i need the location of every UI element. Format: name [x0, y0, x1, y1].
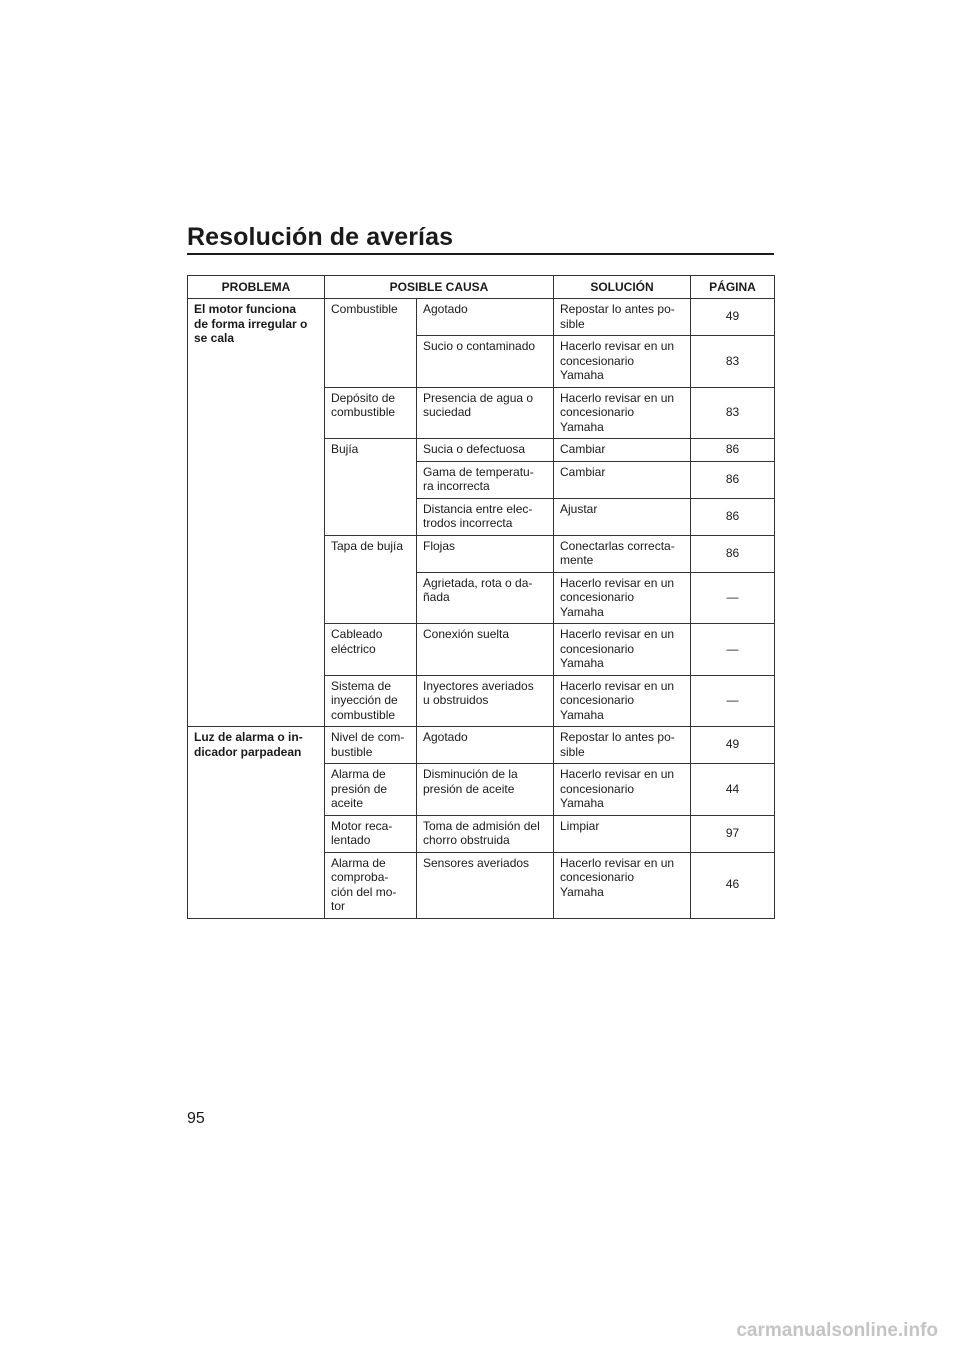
cause-component-cell: [325, 535, 417, 624]
cause-detail-cell: [417, 727, 554, 764]
header-possible-cause: POSIBLE CAUSA: [325, 276, 554, 299]
cause-detail-cell: [417, 461, 554, 498]
page-ref-cell: [691, 815, 775, 852]
troubleshooting-table: [187, 275, 775, 919]
table-header-row: [188, 276, 775, 299]
cause-component-cell: [325, 299, 417, 388]
cause-component-cell-text: Tapa de bujía: [331, 538, 404, 553]
table-body: [188, 299, 775, 919]
solution-cell-text: Cambiar: [560, 464, 606, 479]
page-ref-cell: [691, 535, 775, 572]
cause-detail-cell: [417, 675, 554, 727]
solution-cell-text: Hacerlo revisar en un concesionario Yamaha: [560, 767, 675, 810]
page-ref-cell-text: 86: [725, 442, 740, 456]
page-ref-cell: [691, 387, 775, 439]
cause-component-cell-text: Sistema de inyección de combustible: [331, 678, 398, 722]
page-ref-cell-text: —: [726, 641, 739, 656]
cause-detail-cell: [417, 439, 554, 462]
cause-detail-cell-text: Agotado: [423, 730, 468, 744]
cause-detail-cell: [417, 852, 554, 918]
page-ref-cell-text: —: [726, 590, 739, 604]
cause-detail-cell-text: Sensores averiados: [423, 855, 530, 870]
page-ref-cell: [691, 675, 775, 727]
problem-cell: [188, 299, 325, 727]
cause-component-cell: [325, 727, 417, 764]
cause-detail-cell: [417, 498, 554, 535]
cause-component-cell: [325, 439, 417, 536]
cause-component-cell: [325, 852, 417, 918]
page-ref-cell-text: —: [726, 693, 739, 707]
header-page: PÁGINA: [691, 276, 775, 299]
solution-cell: [554, 299, 691, 336]
page-ref-cell: [691, 852, 775, 918]
title-underline: [187, 253, 774, 255]
cause-component-cell: [325, 675, 417, 727]
cause-detail-cell: [417, 624, 554, 676]
solution-cell: [554, 852, 691, 918]
cause-detail-cell: [417, 764, 554, 816]
solution-cell: [554, 387, 691, 439]
cause-component-cell: [325, 387, 417, 439]
cause-detail-cell-text: Disminución de la presión de aceite: [423, 767, 518, 796]
cause-component-cell-text: Depósito de combustible: [331, 390, 396, 419]
page-ref-cell: [691, 764, 775, 816]
problem-cell-text: El motor funciona de forma irregular o se cala: [194, 302, 308, 345]
solution-cell-text: Cambiar: [560, 442, 606, 456]
page-ref-cell-text: 83: [725, 353, 740, 368]
page-ref-cell-text: 83: [725, 405, 740, 419]
solution-cell-text: Hacerlo revisar en un concesionario Yamaha: [560, 339, 675, 382]
page-ref-cell-text: 49: [725, 309, 740, 324]
watermark: carmanualsonline.info: [736, 1320, 938, 1341]
cause-component-cell: [325, 624, 417, 676]
solution-cell: [554, 764, 691, 816]
cause-component-cell: [325, 764, 417, 816]
cause-detail-cell-text: Inyectores averiados u obstruidos: [423, 678, 534, 707]
solution-cell: [554, 815, 691, 852]
solution-cell-text: Limpiar: [560, 818, 600, 833]
cause-detail-cell-text: Gama de temperatu- ra incorrecta: [423, 464, 534, 493]
solution-cell: [554, 498, 691, 535]
page-ref-cell: [691, 498, 775, 535]
cause-component-cell-text: Cableado eléctrico: [331, 627, 383, 656]
header-solution: SOLUCIÓN: [554, 276, 691, 299]
cause-detail-cell-text: Conexión suelta: [423, 627, 510, 641]
solution-cell-text: Hacerlo revisar en un concesionario Yamaha: [560, 390, 675, 434]
page-ref-cell: [691, 336, 775, 388]
solution-cell-text: Hacerlo revisar en un concesionario Yamaha: [560, 627, 675, 670]
page-ref-cell: [691, 624, 775, 676]
solution-cell: [554, 439, 691, 462]
cause-detail-cell: [417, 535, 554, 572]
solution-cell: [554, 675, 691, 727]
page-ref-cell-text: 97: [725, 825, 740, 840]
solution-cell-text: Conectarlas correcta- mente: [560, 538, 675, 567]
page-ref-cell: [691, 727, 775, 764]
cause-detail-cell-text: Agotado: [423, 302, 468, 316]
solution-cell-text: Ajustar: [560, 501, 598, 516]
solution-cell: [554, 727, 691, 764]
solution-cell: [554, 624, 691, 676]
page-ref-cell-text: 86: [725, 508, 740, 523]
solution-cell-text: Repostar lo antes po- sible: [560, 302, 675, 331]
header-problem: PROBLEMA: [188, 276, 325, 299]
solution-cell: [554, 535, 691, 572]
table-row: [188, 299, 775, 336]
cause-component-cell-text: Alarma de comproba- ción del mo- tor: [331, 855, 397, 913]
cause-detail-cell-text: Agrietada, rota o da- ñada: [423, 575, 533, 604]
page-ref-cell: [691, 439, 775, 462]
solution-cell: [554, 461, 691, 498]
solution-cell-text: Repostar lo antes po- sible: [560, 730, 675, 759]
page-ref-cell-text: 44: [725, 781, 740, 796]
cause-component-cell-text: Motor reca- lentado: [331, 818, 393, 847]
cause-component-cell-text: Nivel de com- bustible: [331, 730, 405, 759]
page-number: 95: [187, 1110, 205, 1127]
cause-detail-cell-text: Toma de admisión del chorro obstruida: [423, 818, 540, 847]
page-ref-cell: [691, 572, 775, 624]
cause-detail-cell: [417, 336, 554, 388]
cause-component-cell-text: Bujía: [331, 442, 359, 456]
cause-detail-cell-text: Flojas: [423, 538, 456, 553]
cause-detail-cell-text: Distancia entre elec- trodos incorrecta: [423, 501, 533, 530]
page-ref-cell: [691, 461, 775, 498]
table-row: [188, 727, 775, 764]
solution-cell-text: Hacerlo revisar en un concesionario Yamaha: [560, 678, 675, 722]
page-ref-cell-text: 86: [725, 545, 740, 560]
cause-detail-cell-text: Sucia o defectuosa: [423, 442, 526, 456]
page-ref-cell: [691, 299, 775, 336]
cause-detail-cell: [417, 387, 554, 439]
page-title: Resolución de averías: [187, 223, 454, 251]
cause-detail-cell-text: Sucio o contaminado: [423, 339, 536, 353]
solution-cell: [554, 336, 691, 388]
problem-cell: [188, 727, 325, 919]
problem-cell-text: Luz de alarma o in- dicador parpadean: [194, 730, 303, 759]
cause-component-cell-text: Combustible: [331, 302, 398, 316]
page-ref-cell-text: 86: [725, 471, 740, 486]
cause-component-cell-text: Alarma de presión de aceite: [331, 767, 388, 810]
page-ref-cell-text: 46: [725, 877, 740, 892]
cause-detail-cell: [417, 299, 554, 336]
cause-component-cell: [325, 815, 417, 852]
solution-cell-text: Hacerlo revisar en un concesionario Yamaha: [560, 855, 675, 899]
cause-detail-cell: [417, 572, 554, 624]
solution-cell: [554, 572, 691, 624]
page-ref-cell-text: 49: [725, 737, 740, 752]
cause-detail-cell: [417, 815, 554, 852]
cause-detail-cell-text: Presencia de agua o suciedad: [423, 390, 534, 419]
solution-cell-text: Hacerlo revisar en un concesionario Yamaha: [560, 575, 675, 619]
